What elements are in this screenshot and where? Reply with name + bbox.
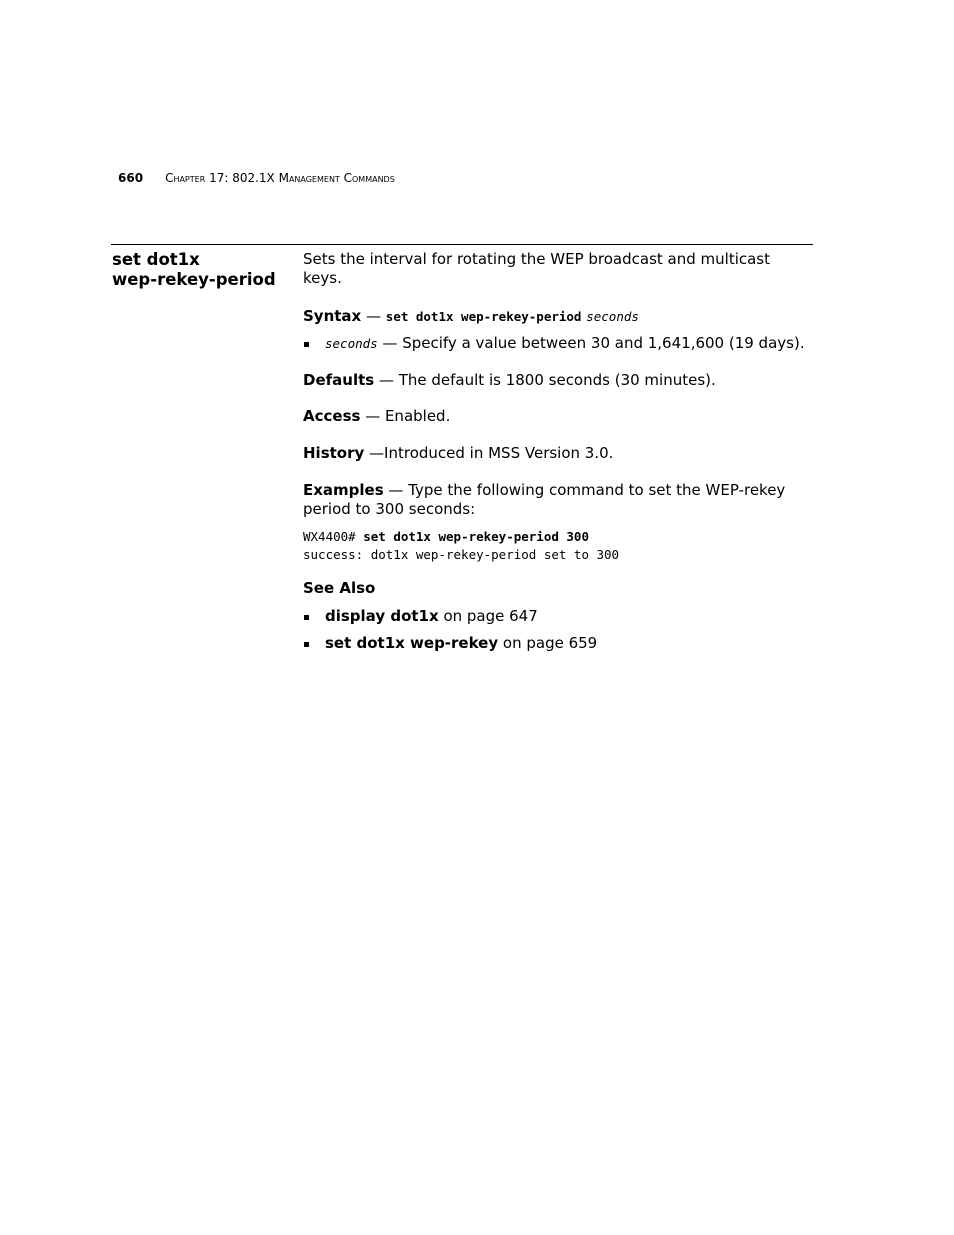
access-text: — Enabled. [360,407,451,425]
access-line [303,407,813,426]
example-code-block [303,528,813,564]
example-output-line: success: dot1x wep-rekey-period set to 300 [303,547,620,562]
description: Sets the interval for rotating the WEP broadcast and multicast keys. [303,250,770,287]
defaults-label: Defaults [303,371,375,389]
bullet-square-icon [304,615,309,620]
bullet-square-icon [304,342,309,347]
defaults-text: — The default is 1800 seconds (30 minutes). [374,371,716,389]
see-also-item [303,607,813,626]
command-title [112,250,292,290]
example-command-line [303,528,813,546]
param-text: — Specify a value between 30 and 1,641,600 (19 days). [377,334,805,352]
param-item [303,334,813,353]
example-prompt: WX4400# [303,529,364,544]
section-divider [111,244,813,245]
access-label: Access [303,407,361,425]
see-also-link-set-dot1x-wep-rekey[interactable]: set dot1x wep-rekey [325,634,499,652]
see-also-item [303,634,813,653]
examples-text: — Type the following command to set the WEP-rekey period to 300 seconds: [303,481,786,518]
running-header [118,171,395,185]
examples-line [303,481,813,519]
see-also-link-display-dot1x[interactable]: display dot1x [325,607,439,625]
examples-label: Examples [303,481,384,499]
command-title-line2: wep-rekey-period [112,270,276,289]
example-command: set dot1x wep-rekey-period 300 [363,529,589,544]
defaults-line [303,371,813,390]
syntax-command: set dot1x wep-rekey-period [385,309,582,324]
see-also-page-ref: on page 647 [438,607,538,625]
history-line [303,444,813,463]
syntax-line [303,307,813,326]
history-text: —Introduced in MSS Version 3.0. [364,444,614,462]
param-name: seconds [325,336,378,351]
page-number: 660 [118,171,144,185]
command-title-line1: set dot1x [112,250,200,269]
see-also-heading: See Also [303,579,376,597]
bullet-square-icon [304,642,309,647]
history-label: History [303,444,365,462]
syntax-label: Syntax [303,307,362,325]
see-also-page-ref: on page 659 [498,634,598,652]
syntax-param: seconds [586,309,639,324]
command-body [303,250,813,653]
syntax-dash: — [361,307,386,325]
chapter-title: Chapter 17: 802.1X Management Commands [165,171,395,185]
